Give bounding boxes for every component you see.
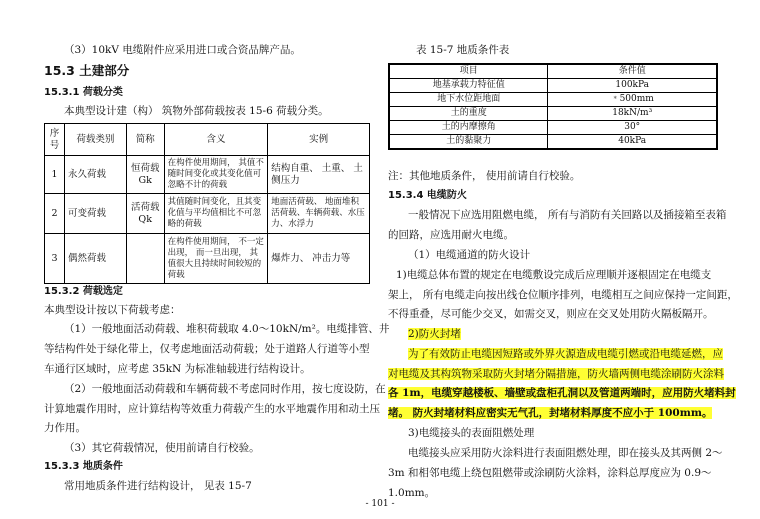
section-15-3-heading: 15.3 土建部分 xyxy=(44,63,130,78)
paragraph-text: 电缆接头应采用防火涂料进行表面阻燃处理，即在接头及其两侧 2～ xyxy=(408,447,723,459)
paragraph-text: 架上， 所有电缆走向按出线仓位顺序排列，电缆相互之间应保持一定间距， xyxy=(388,289,738,301)
paragraph-text: 一般情况下应选用阻燃电缆， 所有与消防有关回路以及插接箱至表箱 xyxy=(408,209,727,221)
highlighted-subheading: 2)防火封堵 xyxy=(408,328,461,340)
load-classification-table xyxy=(44,123,370,284)
section-15-3-3-heading: 15.3.3 地质条件 xyxy=(44,461,123,472)
table-note: 注：其他地质条件， 使用前请自行校验。 xyxy=(388,170,581,182)
highlighted-text: 各 1m，电缆穿越楼板、墙壁或盘柜孔洞以及管道两端时，应用防火堵料封 xyxy=(388,387,736,399)
load-example: 地面活荷载、 地面堆积活荷载、车辆荷载、水压力、水浮力 xyxy=(268,194,370,234)
highlighted-text: 为了有效防止电缆因短路或外界火源造成电缆引燃或沿电缆延燃，应 xyxy=(408,348,723,360)
row-number: 1 xyxy=(45,156,65,194)
section-15-3-2-heading: 15.3.2 荷载选定 xyxy=(44,286,123,297)
load-abbr: 活荷载 Qk xyxy=(126,194,164,234)
paragraph-text: 不得重叠，尽可能少交叉，如需交叉，则应在交叉处用防火隔板隔开。 xyxy=(388,308,714,320)
paragraph-text: 常用地质条件进行结构设计， 见表 15-7 xyxy=(64,480,252,492)
table-cell: 地基承载力特征值 xyxy=(389,79,548,93)
table-header-row xyxy=(45,124,370,156)
table-cell: 40kPa xyxy=(548,135,717,150)
geology-conditions-table xyxy=(388,63,718,150)
table-cell: 100kPa xyxy=(548,79,717,93)
table-row xyxy=(45,234,370,284)
header-cell: 序 号 xyxy=(45,124,65,156)
page-number: - 101 - xyxy=(365,499,395,509)
paragraph-text: 1.0mm。 xyxy=(388,487,436,499)
load-meaning: 其值随时间变化，且其变化值与平均值相比不可忽略的荷载 xyxy=(164,194,268,234)
paragraph-text: 的回路，应选用耐火电缆。 xyxy=(388,229,514,241)
load-type: 偶然荷载 xyxy=(64,234,126,284)
paragraph-text: 等结构件处于绿化带上，仅考虑地面活动荷载；处于道路人行道等小型 xyxy=(44,343,370,355)
table-row xyxy=(45,156,370,194)
paragraph-text: 1)电缆总体布置的规定在电缆敷设完成后应理顺并逐根固定在电缆支 xyxy=(396,269,712,281)
paragraph-text: 3)电缆接头的表面阻燃处理 xyxy=(408,427,535,439)
table-header-row xyxy=(389,64,717,79)
table-caption: 表 15-7 地质条件表 xyxy=(416,44,510,56)
load-example: 结构自重、 土重、 土侧压力 xyxy=(268,156,370,194)
header-cell: 条件值 xyxy=(548,64,717,79)
load-intro-text: 本典型设计建（构） 筑物外部荷载按表 15-6 荷载分类。 xyxy=(64,105,329,117)
header-cell: 项目 xyxy=(389,64,548,79)
load-meaning: 在构件使用期间， 不一定出现， 而一旦出现， 其值很大且持续时间较短的荷载 xyxy=(164,234,268,284)
header-cell: 简称 xyxy=(126,124,164,156)
paragraph-text: （3）其它荷载情况，使用前请自行校验。 xyxy=(64,442,260,454)
table-cell: 土的内摩擦角 xyxy=(389,121,548,135)
paragraph-text: 车通行区域时，应考虑 35kN 为标准轴载进行结构设计。 xyxy=(44,363,311,375)
paragraph-text: （1）一般地面活动荷载、堆积荷载取 4.0～10kN/m²。电缆排管、井 xyxy=(64,323,390,335)
table-row xyxy=(389,107,717,121)
paragraph-text: 计算地震作用时，应计算结构等效重力荷载产生的水平地震作用和动土压 xyxy=(44,403,380,415)
row-number: 2 xyxy=(45,194,65,234)
table-cell: 18kN/m³ xyxy=(548,107,717,121)
header-cell: 实例 xyxy=(268,124,370,156)
table-cell: 土的黏聚力 xyxy=(389,135,548,150)
highlighted-text: 堵。 防火封堵材料应密实无气孔，封堵材料厚度不应小于 100mm。 xyxy=(388,407,713,419)
table-cell: 地下水位距地面 xyxy=(389,93,548,107)
table-cell: ﹡500mm xyxy=(548,93,717,107)
item-3-text: （3）10kV 电缆附件应采用进口或合资品牌产品。 xyxy=(64,44,301,56)
highlighted-text: 对电缆及其构筑物采取防火封堵分隔措施，防火墙两侧电缆涂刷防火涂料 xyxy=(388,368,724,380)
paragraph-text: 本典型设计按以下荷载考虑： xyxy=(44,304,181,316)
table-row xyxy=(389,79,717,93)
table-row xyxy=(389,121,717,135)
table-cell: 土的重度 xyxy=(389,107,548,121)
table-row xyxy=(389,135,717,150)
paragraph-text: （2）一般地面活动荷载和车辆荷载不考虑同时作用，按七度设防，在 xyxy=(64,383,386,395)
table-cell: 30° xyxy=(548,121,717,135)
table-row xyxy=(389,93,717,107)
load-meaning: 在构件使用期间， 其值不随时间变化或其变化值可忽略不计的荷载 xyxy=(164,156,268,194)
load-abbr: 恒荷载 Gk xyxy=(126,156,164,194)
load-abbr xyxy=(126,234,164,284)
paragraph-text: （1）电缆通道的防火设计 xyxy=(408,249,531,261)
section-15-3-4-heading: 15.3.4 电缆防火 xyxy=(388,190,467,201)
load-type: 永久荷载 xyxy=(64,156,126,194)
header-cell: 含义 xyxy=(164,124,268,156)
load-example: 爆炸力、 冲击力等 xyxy=(268,234,370,284)
load-type: 可变荷载 xyxy=(64,194,126,234)
row-number: 3 xyxy=(45,234,65,284)
header-cell: 荷载类别 xyxy=(64,124,126,156)
section-15-3-1-heading: 15.3.1 荷载分类 xyxy=(44,87,123,98)
paragraph-text: 力作用。 xyxy=(44,422,86,434)
paragraph-text: 3m 和相邻电缆上绕包阻燃带或涂刷防火涂料，涂料总厚度应为 0.9～ xyxy=(388,467,712,479)
table-row xyxy=(45,194,370,234)
